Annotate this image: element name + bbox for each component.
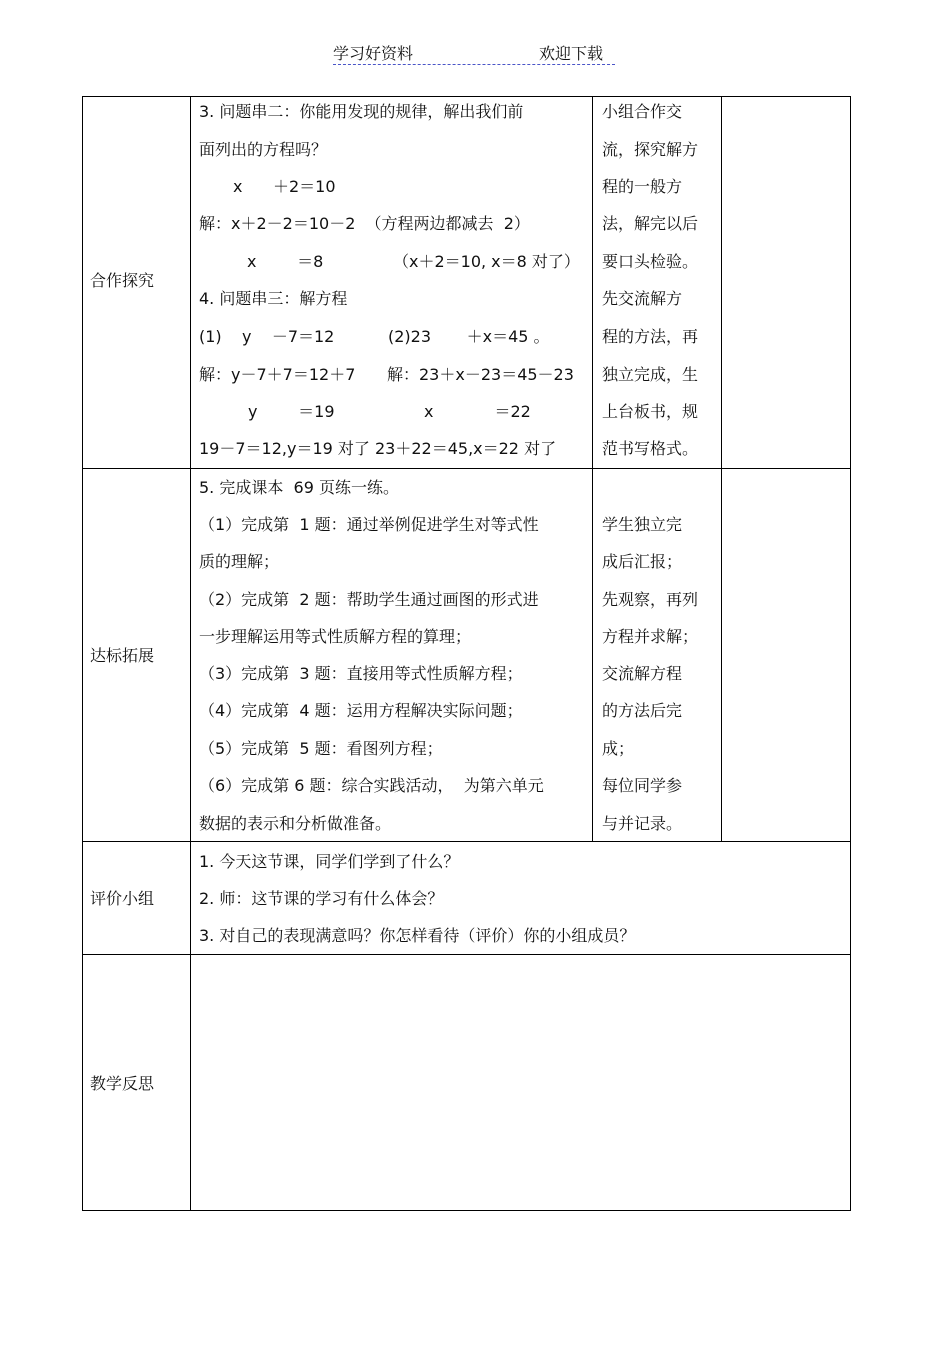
cooperate-line: 面列出的方程吗？ [199,140,328,159]
cooperate-activity-line: 程的方法，再 [602,327,699,346]
cooperate-line: (2)23 ＋x＝45 。 [388,327,550,346]
table-border-bottom [82,1210,851,1211]
row-divider-2 [82,841,851,842]
evaluate-line: 3. 对自己的表现满意吗？你怎样看待（评价）你的小组成员？ [199,926,636,945]
extend-activity-line: 方程并求解； [602,627,699,646]
header-dashed-underline [333,64,615,65]
evaluate-line: 2. 师：这节课的学习有什么体会？ [199,889,444,908]
extend-line: 数据的表示和分析做准备。 [199,814,392,833]
cooperate-activity-line: 先交流解方 [602,289,683,308]
table-border-right [850,96,851,1210]
row-label-reflect: 教学反思 [90,1074,155,1093]
extend-line: （6）完成第 6 题：综合实践活动， 为第六单元 [199,776,544,795]
extend-activity-line: 学生独立完 [602,515,683,534]
extend-line: （5）完成第 5 题：看图列方程； [199,739,443,758]
table-border-left [82,96,83,1210]
extend-activity-line: 成； [602,739,635,758]
extend-line: 一步理解运用等式性质解方程的算理； [199,627,472,646]
column-divider-1 [190,96,191,1210]
reflection-empty-cell [192,956,849,1209]
cooperate-activity-line: 法，解完以后 [602,214,699,233]
cooperate-line: 19－7＝12,y＝19 对了 23＋22＝45,x＝22 对了 [199,439,557,458]
cooperate-line: 3. 问题串二：你能用发现的规律，解出我们前 [199,102,524,121]
cooperate-line: 解：x＋2－2＝10－2 （方程两边都减去 2） [199,214,530,233]
cooperate-line: (1) y －7＝12 [199,327,335,346]
extend-activity-line: 先观察，再列 [602,590,699,609]
header-right-text: 欢迎下载 [539,44,604,63]
extend-line: （1）完成第 1 题：通过举例促进学生对等式性 [199,515,539,534]
evaluate-line: 1. 今天这节课，同学们学到了什么？ [199,852,460,871]
extend-line: 5. 完成课本 69 页练一练。 [199,478,399,497]
extend-activity-line: 每位同学参 [602,776,683,795]
cooperate-activity-line: 范书写格式。 [602,439,699,458]
header-left-text: 学习好资料 [333,44,414,63]
cooperate-line: 解：y－7＋7＝12＋7 [199,365,356,384]
cooperate-line: 解：23＋x－23＝45－23 [387,365,574,384]
extend-line: （2）完成第 2 题：帮助学生通过画图的形式进 [199,590,539,609]
extend-activity-line: 与并记录。 [602,814,683,833]
row-divider-3 [82,954,851,955]
cooperate-activity-line: 流，探究解方 [602,140,699,159]
extend-activity-line: 成后汇报； [602,552,683,571]
row-divider-1 [82,468,851,469]
extend-line: （4）完成第 4 题：运用方程解决实际问题； [199,701,523,720]
cooperate-line: y ＝19 [248,402,335,421]
cooperate-activity-line: 独立完成，生 [602,365,699,384]
cooperate-line: （x＋2＝10, x＝8 对了） [393,252,580,271]
column-divider-3 [721,96,722,841]
row-label-cooperate: 合作探究 [90,271,155,290]
extend-line: 质的理解； [199,552,280,571]
column-divider-2 [592,96,593,841]
cooperate-line: x ＝22 [424,402,531,421]
cooperate-activity-line: 要口头检验。 [602,252,699,271]
extend-activity-line: 的方法后完 [602,701,683,720]
table-border-top [82,96,851,97]
row-label-extend: 达标拓展 [90,646,155,665]
cooperate-line: x ＋2＝10 [233,177,336,196]
cooperate-line: 4. 问题串三：解方程 [199,289,348,308]
row-label-evaluate: 评价小组 [90,889,155,908]
cooperate-activity-line: 上台板书，规 [602,402,699,421]
cooperate-activity-line: 小组合作交 [602,102,683,121]
cooperate-line: x ＝8 [247,252,324,271]
extend-activity-line: 交流解方程 [602,664,683,683]
cooperate-activity-line: 程的一般方 [602,177,683,196]
extend-line: （3）完成第 3 题：直接用等式性质解方程； [199,664,523,683]
